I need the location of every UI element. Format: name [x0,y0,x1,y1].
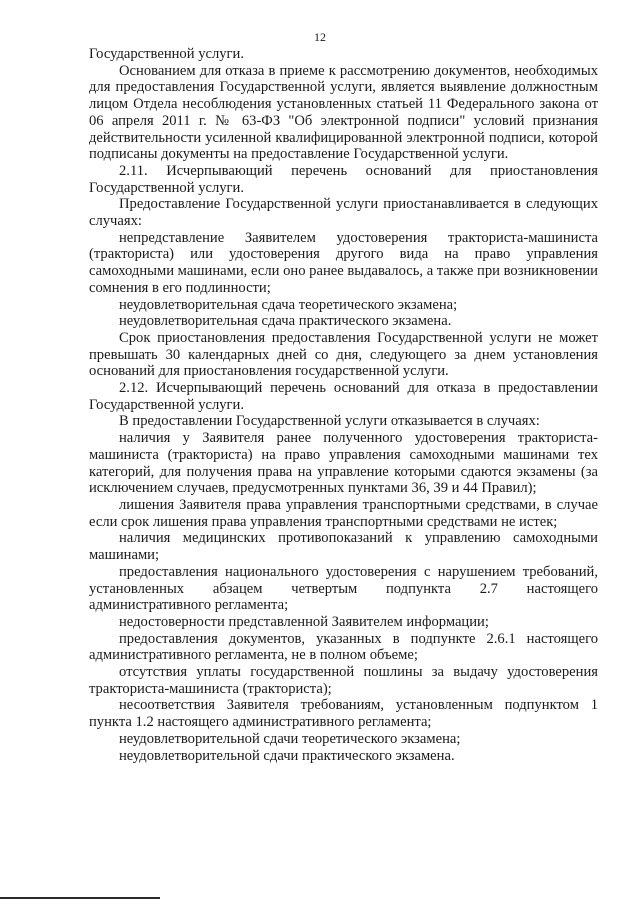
page-number: 12 [314,30,326,44]
list-item-unpaid-fee: отсутствия уплаты государственной пошлины за выдачу удостоверения тракториста-машиниста (тракториста); [89,664,598,697]
paragraph-service-end: Государственной услуги. [89,46,244,62]
list-item-requirements-mismatch: несоответствия Заявителя требованиям, установленным подпунктом 1 пункта 1.2 настоящего административного регламента; [89,697,598,731]
section-2-12-heading: 2.12. Исчерпывающий перечень оснований для отказа в предоставлении Государственной услуги. [89,380,598,413]
document-body [89,46,598,764]
list-item-failed-theory: неудовлетворительная сдача теоретического экзамена; [119,296,458,313]
paragraph-refusal-acceptance-grounds: Основанием для отказа в приеме к рассмотрению документов, необходимых для предоставления Государственной услуги, является выявление должностным лицом Отдела несоблюдения установленных статьей 11 Федерального закона от 06 апреля 2011 г. № 63-ФЗ "Об электронной подписи" условий признания действительности усиленной квалифицированной электронной подписи, которой подписаны документы на предоставление Государственной услуги. [89,62,598,163]
list-item-incomplete-documents: предоставления документов, указанных в подпункте 2.6.1 настоящего административного регламента, не в полном объеме; [89,630,598,664]
section-2-11-heading: 2.11. Исчерпывающий перечень оснований для приостановления Государственной услуги. [89,162,598,196]
paragraph-refusal-cases-intro: В предоставлении Государственной услуги отказывается в случаях: [119,413,540,430]
list-item-failed-theory-exam: неудовлетворительной сдачи теоретического экзамена; [119,730,461,747]
list-item-national-certificate-violation: предоставления национального удостоверения с нарушением требований, установленных абзацем четвертым подпункта 2.7 настоящего административного регламента; [89,563,598,614]
list-item-license-revoked: лишения Заявителя права управления транспортными средствами, в случае если срок лишения права управления транспортными средствами не истек; [89,496,598,530]
list-item-no-certificate: непредставление Заявителем удостоверения тракториста-машиниста (тракториста) или удостоверения другого вида на право управления самоходными машинами, если оно ранее выдавалось, а также при возникновении сомнения в его подлинности; [89,229,598,296]
list-item-existing-certificate: наличия у Заявителя ранее полученного удостоверения тракториста-машиниста (тракториста) на право управления самоходными машинами тех категорий, для получения права на управление которыми сдаются экзамены (за исключением случаев, предусмотренных пунктами 36, 39 и 44 Правил); [89,430,598,497]
paragraph-suspension-cases-intro: Предоставление Государственной услуги приостанавливается в следующих случаях: [89,196,598,230]
paragraph-suspension-term: Срок приостановления предоставления Государственной услуги не может превышать 30 календарных дней со дня, следующего за днем установления оснований для приостановления государственной услуги. [89,329,598,380]
footer-rule [0,897,160,899]
list-item-medical-contraindications: наличия медицинских противопоказаний к управлению самоходными машинами; [89,530,598,564]
list-item-false-information: недостоверности представленной Заявителем информации; [119,613,489,630]
list-item-failed-practice-exam: неудовлетворительной сдачи практического экзамена. [119,747,455,764]
list-item-failed-practice: неудовлетворительная сдача практического экзамена. [119,313,452,330]
